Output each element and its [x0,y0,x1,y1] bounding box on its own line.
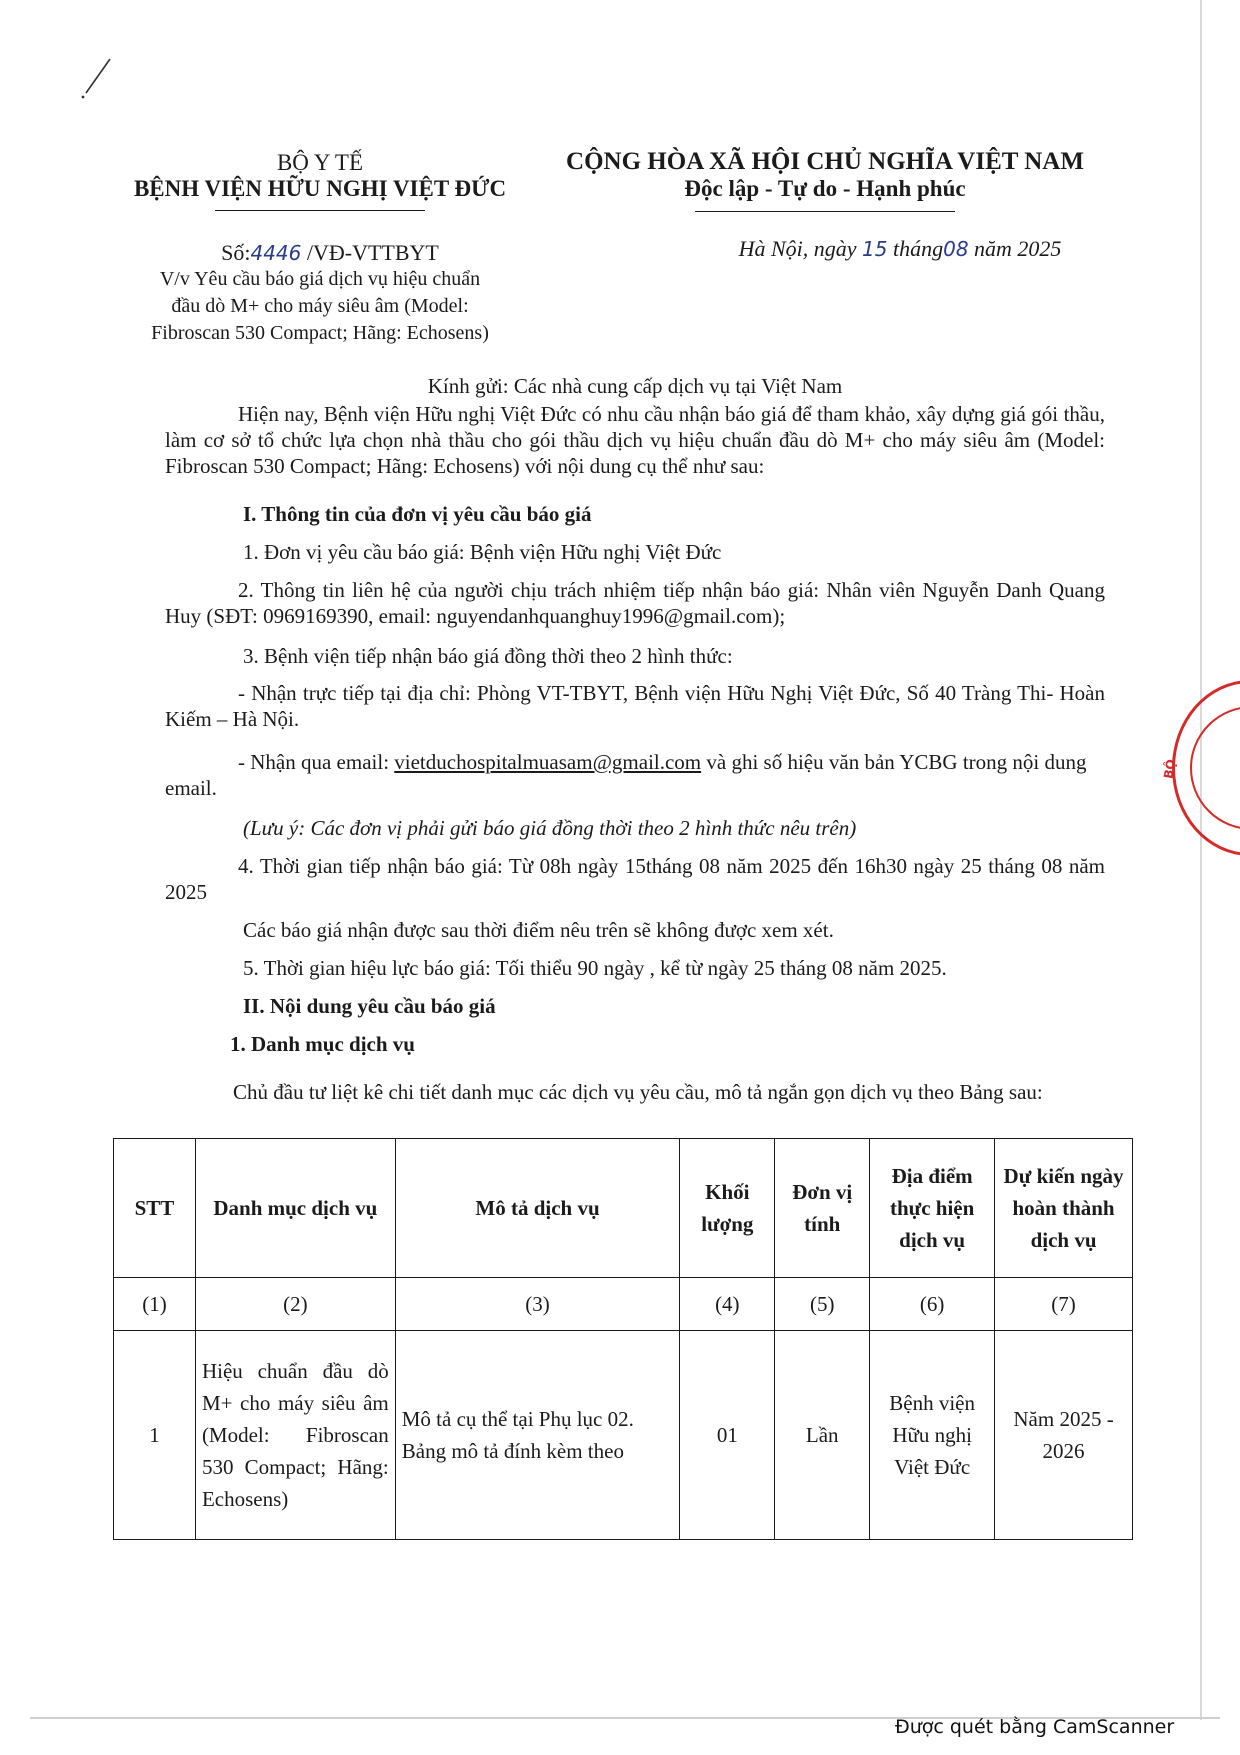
item-3b-suffix: và ghi số hiệu văn bản YCBG trong nội dung email. [165,750,1087,800]
table-cell-quantity: 01 [680,1331,775,1540]
table-cell-completion: Năm 2025 - 2026 [995,1331,1133,1540]
section1-title: I. Thông tin của đơn vị yêu cầu báo giá [243,502,592,526]
item-3b-prefix: - Nhận qua email: [238,750,390,774]
subsection1-title: 1. Danh mục dịch vụ [230,1032,415,1056]
table-header-cell: Danh mục dịch vụ [195,1139,395,1278]
item-3b [165,749,1105,801]
camscanner-footer: Được quét bằng CamScanner [895,1716,1175,1738]
column-number-cell: (3) [395,1278,680,1331]
column-number-cell: (6) [870,1278,995,1331]
table-cell-unit: Lần [775,1331,870,1540]
doc-number-suffix: /VĐ-VTTBYT [306,240,439,265]
table-cell-service: Hiệu chuẩn đầu dò M+ cho máy siêu âm (Model: Fibroscan 530 Compact; Hãng: Echosens) [195,1331,395,1540]
item-3: 3. Bệnh viện tiếp nhận báo giá đồng thời theo 2 hình thức: [243,644,733,668]
recipient-line: Kính gửi: Các nhà cung cấp dịch vụ tại Việt Nam [427,374,843,398]
table-header-cell: Dự kiến ngày hoàn thành dịch vụ [995,1139,1133,1278]
national-title-block [540,148,1110,217]
table-header-row [114,1139,1133,1278]
table-header-cell: Đơn vị tính [775,1139,870,1278]
page-edge [1200,0,1202,1720]
item-4: 4. Thời gian tiếp nhận báo giá: Từ 08h ngày 15tháng 08 năm 2025 đến 16h30 ngày 25 tháng 08 năm 2025 [165,854,1105,904]
table-intro: Chủ đầu tư liệt kê chi tiết danh mục các dịch vụ yêu cầu, mô tả ngắn gọn dịch vụ theo Bảng sau: [233,1080,1043,1104]
doc-number-handwritten: 4446 [250,241,302,265]
item-3a: - Nhận trực tiếp tại địa chỉ: Phòng VT-TBYT, Bệnh viện Hữu Nghị Việt Đức, Số 40 Tràng Thi- Hoàn Kiếm – Hà Nội. [165,681,1105,731]
table-header-cell: Địa điểm thực hiện dịch vụ [870,1139,995,1278]
column-number-cell: (7) [995,1278,1133,1331]
column-number-cell: (5) [775,1278,870,1331]
subject-line: đầu dò M+ cho máy siêu âm (Model: [171,295,469,317]
note-line: (Lưu ý: Các đơn vị phải gửi báo giá đồng thời theo 2 hình thức nêu trên) [243,816,857,840]
section2-title: II. Nội dung yêu cầu báo giá [243,994,496,1018]
column-number-cell: (2) [195,1278,395,1331]
table-cell-stt: 1 [114,1331,196,1540]
doc-number-prefix: Số: [221,240,251,265]
subject-line: Fibroscan 530 Compact; Hãng: Echosens) [151,322,489,344]
column-number-cell: (1) [114,1278,196,1331]
date-day: 15 [862,237,888,261]
table-header-cell: Khối lượng [680,1139,775,1278]
email-link[interactable]: vietduchospitalmuasam@gmail.com [394,750,702,774]
subject-line: V/v Yêu cầu báo giá dịch vụ hiệu chuẩn [159,268,481,290]
item-4-note: Các báo giá nhận được sau thời điểm nêu trên sẽ không được xem xét. [243,918,834,942]
motto: Độc lập - Tự do - Hạnh phúc [684,176,966,201]
document-number [150,240,510,266]
subject-block [110,266,530,347]
item-5: 5. Thời gian hiệu lực báo giá: Tối thiểu 90 ngày , kể từ ngày 25 tháng 08 năm 2025. [243,956,947,980]
item-2: 2. Thông tin liên hệ của người chịu trách nhiệm tiếp nhận báo giá: Nhân viên Nguyễn Danh Quang Huy (SĐT: 0969169390, email: nguyendanhquanghuy1996@gmail.com); [165,578,1105,628]
stamp-text: BỘ [1161,758,1179,780]
item-1: 1. Đơn vị yêu cầu báo giá: Bệnh viện Hữu nghị Việt Đức [243,540,722,564]
hospital-name: BỆNH VIỆN HỮU NGHỊ VIỆT ĐỨC [133,176,507,201]
table-column-number-row [114,1278,1133,1331]
table-cell-description: Mô tả cụ thể tại Phụ lục 02. Bảng mô tả đính kèm theo [395,1331,680,1540]
table-header-cell: Mô tả dịch vụ [395,1139,680,1278]
handwritten-mark [80,55,120,100]
motto-underline [695,211,955,212]
issuer-block [110,150,530,216]
ministry-name: BỘ Y TẾ [276,150,364,175]
column-number-cell: (4) [680,1278,775,1331]
issuer-underline [215,210,425,211]
table-row [114,1331,1133,1540]
table-header-cell: STT [114,1139,196,1278]
date-line [690,236,1110,262]
table-cell-location: Bệnh viện Hữu nghị Việt Đức [870,1331,995,1540]
intro-paragraph: Hiện nay, Bệnh viện Hữu nghị Việt Đức có nhu cầu nhận báo giá để tham khảo, xây dựng giá gói thầu, làm cơ sở tổ chức lựa chọn nhà thầu cho gói thầu dịch vụ hiệu chuẩn đầu dò M+ cho máy siêu âm (Model: Fibroscan 530 Compact; Hãng: Echosens) với nội dung cụ thể như sau: [165,402,1105,478]
service-table [113,1138,1133,1540]
country-title: CỘNG HÒA XÃ HỘI CHỦ NGHĨA VIỆT NAM [566,148,1084,175]
date-month: 08 [943,237,969,261]
date-prefix: Hà Nội, ngày [738,236,857,261]
date-month-label: tháng [892,236,944,261]
date-year: năm 2025 [974,236,1062,261]
